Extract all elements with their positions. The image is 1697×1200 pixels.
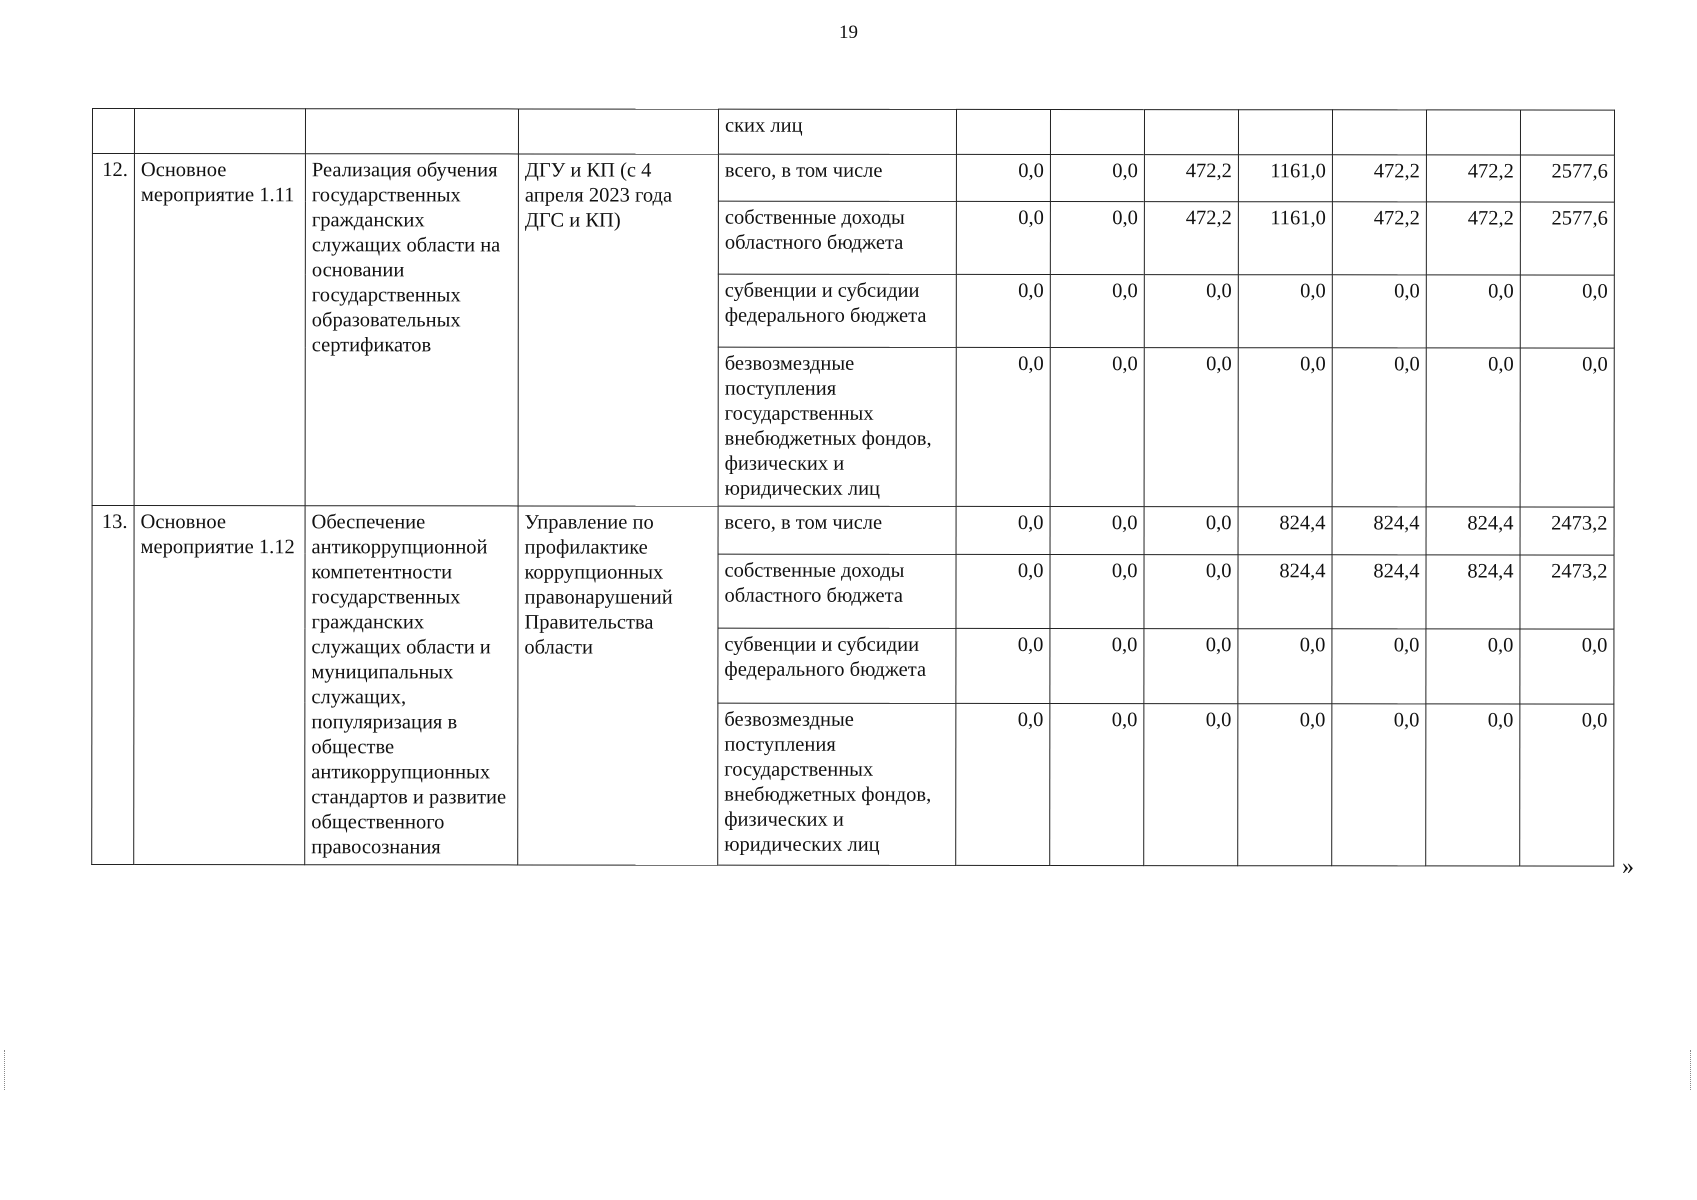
value-cell: 2577,6	[1520, 202, 1614, 275]
value-cell: 472,2	[1332, 155, 1426, 202]
value-cell: 472,2	[1144, 202, 1238, 275]
value-cell: 824,4	[1238, 507, 1332, 555]
table-row	[92, 506, 1614, 556]
value-cell: 0,0	[1144, 629, 1238, 704]
value-cell: 0,0	[1238, 275, 1332, 348]
value-cell: 0,0	[1050, 348, 1144, 507]
value-cell: 0,0	[956, 274, 1050, 347]
value-cell: 472,2	[1426, 155, 1520, 202]
value-cell: 0,0	[1426, 348, 1520, 507]
funding-source-cell: всего, в том числе	[718, 154, 956, 201]
value-cell: 0,0	[1144, 703, 1238, 865]
value-cell: 0,0	[1050, 155, 1144, 202]
value-cell: 824,4	[1332, 555, 1426, 630]
table-cell	[1144, 110, 1238, 155]
value-cell: 0,0	[1332, 704, 1426, 866]
table-cell	[956, 109, 1050, 154]
value-cell: 0,0	[1238, 703, 1332, 865]
value-cell: 2473,2	[1520, 507, 1614, 555]
value-cell: 824,4	[1426, 507, 1520, 555]
value-cell: 0,0	[1050, 629, 1144, 704]
row-number: 12.	[92, 154, 134, 506]
value-cell: 2473,2	[1520, 555, 1614, 630]
table-cell	[518, 109, 718, 154]
table-cell	[1520, 110, 1614, 155]
value-cell: 1161,0	[1238, 202, 1332, 275]
value-cell: 0,0	[1144, 348, 1238, 507]
measure-cell: Основное мероприятие 1.12	[134, 506, 305, 865]
value-cell: 0,0	[956, 703, 1050, 865]
funding-source-cell: безвозмездные поступления государственных внебюджетных фондов, физических и юридических лиц	[718, 703, 956, 865]
description-cell: Обеспечение антикоррупционной компетентности государственных гражданских служащих области и муниципальных служащих, популяризация в обществе антикоррупционных стандартов и развитие общественного правосознания	[305, 506, 518, 865]
value-cell: 824,4	[1238, 555, 1332, 630]
value-cell: 0,0	[1050, 275, 1144, 348]
table-cell	[92, 109, 134, 154]
scan-edge-mark-left	[4, 1050, 6, 1090]
row-number: 13.	[92, 506, 134, 865]
page-number: 19	[839, 22, 858, 43]
value-cell: 0,0	[1520, 704, 1614, 866]
value-cell: 0,0	[1144, 507, 1238, 555]
value-cell: 0,0	[1426, 629, 1520, 704]
table-cell	[1238, 110, 1332, 155]
table-cell	[134, 109, 305, 154]
table-row	[92, 154, 1614, 203]
value-cell: 0,0	[1144, 275, 1238, 348]
value-cell: 0,0	[1332, 275, 1426, 348]
value-cell: 0,0	[956, 629, 1050, 704]
funding-source-cell: всего, в том числе	[718, 506, 956, 554]
value-cell: 1161,0	[1238, 155, 1332, 202]
responsible-cell: Управление по профилактике коррупционных правонарушений Правительства области	[518, 506, 718, 865]
value-cell: 0,0	[1520, 275, 1614, 348]
responsible-cell: ДГУ и КП (с 4 апреля 2023 года ДГС и КП)	[518, 154, 718, 506]
value-cell: 0,0	[956, 554, 1050, 629]
value-cell: 0,0	[956, 506, 1050, 554]
measure-cell: Основное мероприятие 1.11	[134, 154, 305, 506]
value-cell: 0,0	[1332, 348, 1426, 507]
funding-source-cell: субвенции и субсидии федерального бюджета	[718, 629, 956, 704]
table-cell	[1332, 110, 1426, 155]
description-cell: Реализация обучения государственных гражданских служащих области на основании государственных образовательных сертификатов	[305, 154, 518, 506]
value-cell: 0,0	[1050, 202, 1144, 275]
value-cell: 0,0	[956, 201, 1050, 274]
value-cell: 0,0	[1144, 555, 1238, 630]
scan-edge-mark-right	[1690, 1050, 1692, 1090]
value-cell: 0,0	[956, 347, 1050, 506]
value-cell: 824,4	[1426, 555, 1520, 630]
closing-quote-mark: »	[1622, 854, 1634, 880]
value-cell: 0,0	[1050, 703, 1144, 865]
value-cell: 2577,6	[1520, 155, 1614, 202]
funding-source-cell: собственные доходы областного бюджета	[718, 554, 956, 629]
table-cell	[305, 109, 518, 154]
value-cell: 0,0	[1238, 348, 1332, 507]
value-cell: 0,0	[1332, 629, 1426, 704]
budget-table	[91, 108, 1615, 867]
table-row	[92, 109, 1614, 156]
value-cell: 0,0	[956, 154, 1050, 201]
value-cell: 824,4	[1332, 507, 1426, 555]
value-cell: 0,0	[1520, 629, 1614, 704]
value-cell: 0,0	[1520, 348, 1614, 507]
value-cell: 472,2	[1332, 202, 1426, 275]
value-cell: 0,0	[1238, 629, 1332, 704]
value-cell: 0,0	[1426, 275, 1520, 348]
value-cell: 472,2	[1426, 202, 1520, 275]
funding-source-cell: ских лиц	[718, 109, 956, 154]
table-cell	[1050, 110, 1144, 155]
funding-source-cell: собственные доходы областного бюджета	[718, 201, 956, 274]
value-cell: 0,0	[1050, 554, 1144, 629]
value-cell: 472,2	[1144, 155, 1238, 202]
funding-source-cell: субвенции и субсидии федерального бюджета	[718, 274, 956, 347]
table-cell	[1426, 110, 1520, 155]
value-cell: 0,0	[1050, 507, 1144, 555]
funding-source-cell: безвозмездные поступления государственных внебюджетных фондов, физических и юридических лиц	[718, 347, 956, 506]
value-cell: 0,0	[1426, 704, 1520, 866]
